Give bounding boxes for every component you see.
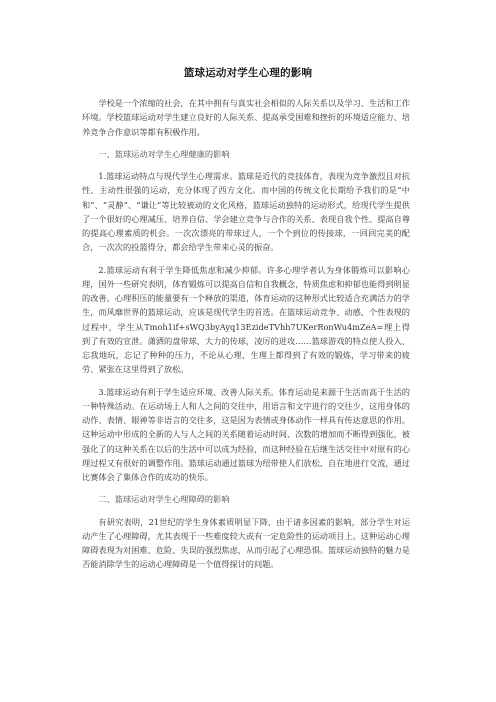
section-1-paragraph-1: 1.篮球运动特点与现代学生心理需求。篮球是近代的竞技体育，表现为竞争激烈且对抗性、主动性很强的运动，充分体现了西方文化。而中国的传统文化长期给予我们的是“中和”、“灵静”、“谦让”等比较被动的文化风格，篮球运动独特的运动形式，给现代学生提供了一个很好的心理减压、培养自信、学会建立竞争与合作的关系、表现自我个性、提高自尊的提高心理素质的机会。一次次漂亮的带球过人，一个个到位的传接球，一回回完美的配合，一次次的投篮得分，都会给学生带来心灵的振奋。 — [82, 171, 410, 253]
section-1-paragraph-2: 2.篮球运动有利于学生降低焦虑和减少抑郁。许多心理学者认为身体锻炼可以影响心理，国外一些研究表明，体育锻炼可以提高自信和自我概念，特质焦虑和抑郁也能得到明显的改善。心理积压的能量要有一个释放的渠道，体育运动的这种形式比较适合充满活力的学生，而风靡世界的篮球运动，应该是现代学生的首选。在篮球运动竞争、动感、个性表现的过程中，学生从Tmoh1if+sWQ3byAyq13EzideTVhh7UKerRonWu4mZeA=理上得到了有效的宣泄。潇洒的盘带球，大力的传球，凌厉的进攻……篮球游戏的特点使人投入、忘我地玩，忘记了种种的压力，不论从心理、生理上都得到了有效的锻炼，学习带来的疲劳、紧张在这里得到了放松。 — [82, 264, 410, 375]
document-title: 篮球运动对学生心理的影响 — [183, 67, 313, 79]
intro-paragraph: 学校是一个浓缩的社会，在其中拥有与真实社会相似的人际关系以及学习、生活和工作环境。学校篮球运动对学生建立良好的人际关系、提高承受困难和挫折的环境适应能力、培养竞争合作意识等都有积极作用。 — [82, 98, 410, 137]
section-1-paragraph-3: 3.篮球运动有利于学生适应环境、改善人际关系。体育运动是来源于生活而高于生活的一种特殊活动。在运动场上人和人之间的交往中，用语言和文字进行的交往少，这用身体的动作、表情、眼神等非语言的交往多，这是因为表情或身体动作一样具有传达意思的作用。这种运动中形成的全新的人与人之间的关系随着运动时间、次数的增加而不断得到强化，被强化了的这种关系在以后的生活中可以成为经验，而这种经验在后继生活交往中对原有的心理过程又有很好的调整作用。篮球运动通过篮球为纽带使人们放松、自在地进行交流，通过比赛体会了集体合作的成功的快乐。 — [82, 386, 410, 482]
section-2-heading: 二、篮球运动对学生心理障碍的影响 — [98, 494, 230, 505]
document-body — [82, 96, 410, 580]
section-2-paragraph-1: 有研究表明，21世纪的学生身体素质明显下降，由于诸多因素的影响，部分学生对运动产生了心理障碍，尤其表现于一些难度较大或有一定危险性的运动项目上。这种运动心理障碍表现为对困难、危险、失误的强烈焦虑，从而引起了心理恐惧。篮球运动独特的魅力是否能消除学生的运动心理障碍是一个值得探讨的问题。 — [82, 516, 410, 570]
section-1-heading: 一、篮球运动对学生心理健康的影响 — [98, 148, 230, 159]
